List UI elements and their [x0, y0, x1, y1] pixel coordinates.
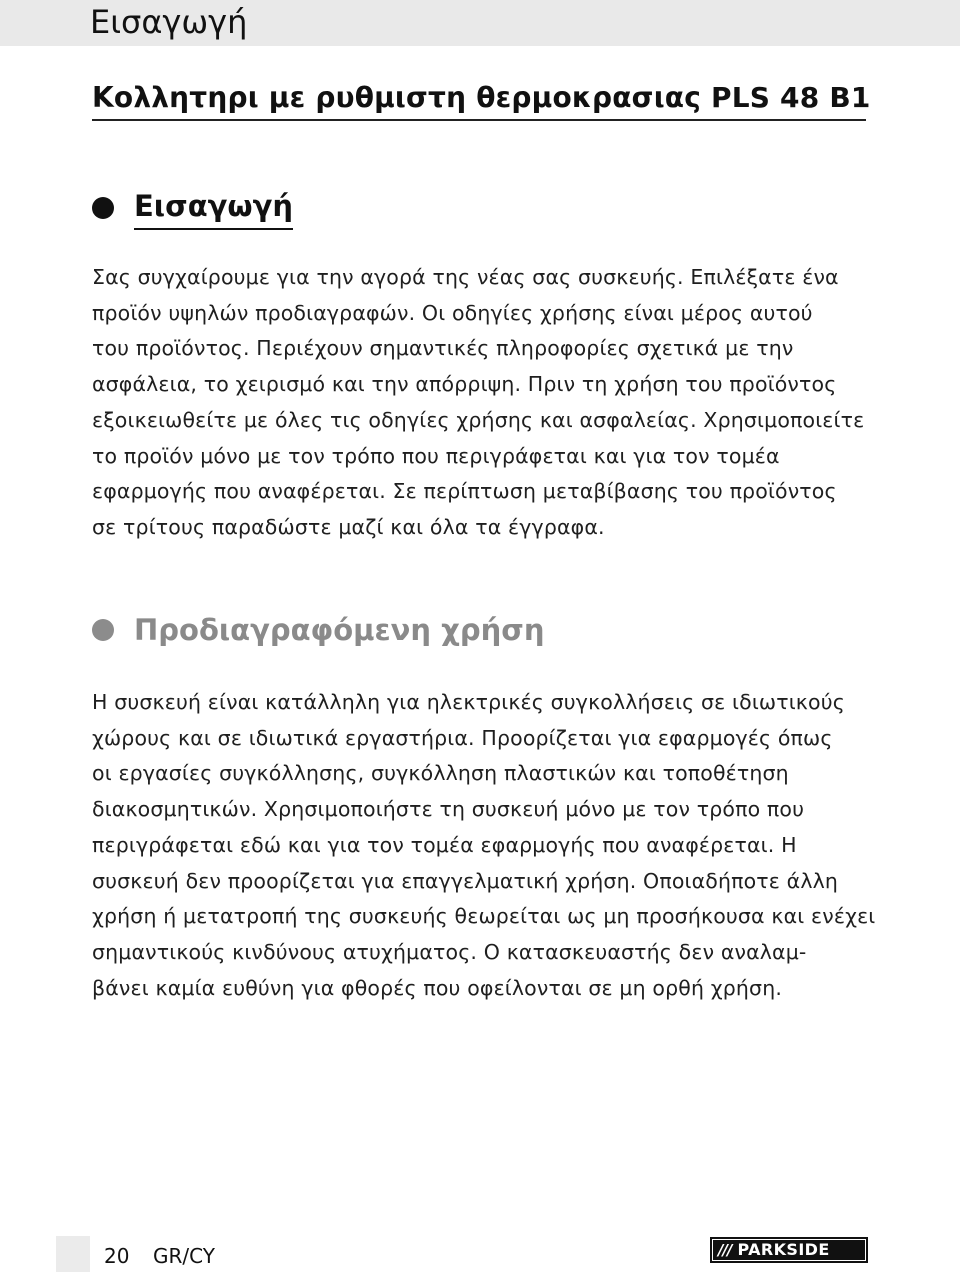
- paragraph-line: σημαντικούς κινδύνους ατυχήματος. Ο κατασκευαστής δεν αναλαμ-: [92, 939, 807, 964]
- paragraph-line: εξοικειωθείτε με όλες τις οδηγίες χρήσης και ασφαλείας. Χρησιμοποιείτε: [92, 407, 865, 432]
- paragraph-line: εφαρμογής που αναφέρεται. Σε περίπτωση μεταβίβασης του προϊόντος: [92, 479, 837, 504]
- paragraph-line: ασφάλεια, το χειρισμό και την απόρριψη. Πριν τη χρήση του προϊόντος: [92, 372, 837, 397]
- footer-page-marker: [56, 1236, 90, 1272]
- paragraph-line: χρήση ή μετατροπή της συσκευής θεωρείται ως μη προσήκουσα και ενέχει: [92, 904, 876, 929]
- section-heading-intended-use: [92, 610, 544, 650]
- bullet-icon: [92, 197, 114, 219]
- paragraph-line: βάνει καμία ευθύνη για φθορές που οφείλονται σε μη ορθή χρήση.: [92, 975, 783, 1000]
- language-code: GR/CY: [153, 1244, 215, 1268]
- paragraph-line: Η συσκευή είναι κατάλληλη για ηλεκτρικές συγκολλήσεις σε ιδιωτικούς: [92, 690, 845, 714]
- paragraph-line: το προϊόν μόνο με τον τρόπο που περιγράφεται και για τον τομέα: [92, 443, 780, 468]
- parkside-logo: [710, 1237, 868, 1263]
- bullet-icon: [92, 619, 114, 641]
- paragraph-line: σε τρίτους παραδώστε μαζί και όλα τα έγγραφα.: [92, 514, 605, 539]
- paragraph-line: περιγράφεται εδώ και για τον τομέα εφαρμογής που αναφέρεται. Η: [92, 832, 797, 857]
- document-title: Κολλητηρι με ρυθμιστη θερμοκρασιας PLS 48 B1: [92, 81, 871, 114]
- logo-slashes: ///: [718, 1241, 732, 1259]
- header-section-title: Εισαγωγή: [90, 3, 248, 41]
- title-underline-rule: [92, 119, 866, 121]
- paragraph-line: Σας συγχαίρουμε για την αγορά της νέας σας συσκευής. Επιλέξατε ένα: [92, 265, 839, 289]
- paragraph-line: διακοσμητικών. Χρησιμοποιήστε τη συσκευή μόνο με τον τρόπο που: [92, 797, 805, 822]
- introduction-paragraph: [92, 260, 868, 546]
- section-heading-introduction: [92, 186, 293, 230]
- paragraph-line: οι εργασίες συγκόλλησης, συγκόλληση πλαστικών και τοποθέτηση: [92, 761, 789, 786]
- section-heading-text: Εισαγωγή: [134, 186, 293, 230]
- paragraph-line: του προϊόντος. Περιέχουν σημαντικές πληροφορίες σχετικά με την: [92, 336, 794, 361]
- page-number: 20: [104, 1244, 130, 1268]
- logo-brand-name: PARKSIDE: [737, 1240, 830, 1259]
- paragraph-line: προϊόν υψηλών προδιαγραφών. Οι οδηγίες χρήσης είναι μέρος αυτού: [92, 300, 813, 325]
- intended-use-paragraph: [92, 685, 876, 1006]
- paragraph-line: χώρους και σε ιδιωτικά εργαστήρια. Προορίζεται για εφαρμογές όπως: [92, 725, 833, 750]
- paragraph-line: συσκευή δεν προορίζεται για επαγγελματική χρήση. Οποιαδήποτε άλλη: [92, 868, 839, 893]
- section-heading-text: Προδιαγραφόμενη χρήση: [134, 613, 545, 647]
